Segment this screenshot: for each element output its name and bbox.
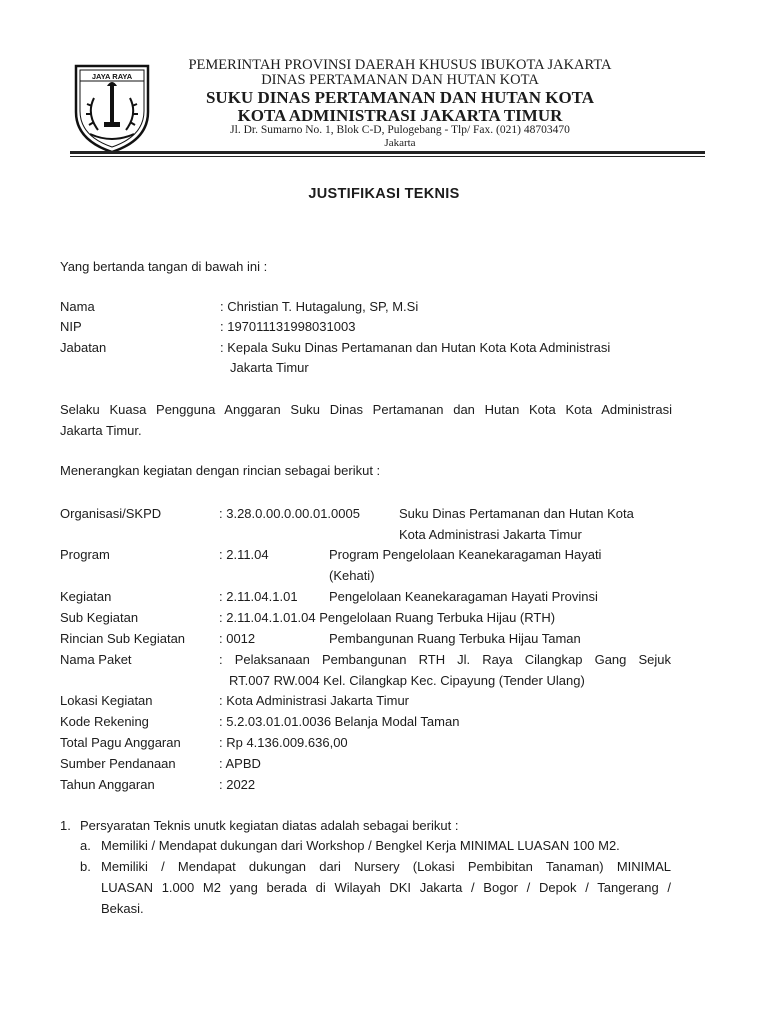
lokasi-label: Lokasi Kegiatan (60, 693, 153, 708)
city-administration-name: KOTA ADMINISTRASI JAKARTA TIMUR (237, 106, 563, 125)
rincian-name: Pembangunan Ruang Terbuka Hijau Taman (329, 631, 581, 646)
rincian-code: : 0012 (219, 631, 256, 646)
org-label: Organisasi/SKPD (60, 506, 162, 521)
header-divider-thin (70, 156, 705, 157)
header-divider-thick (70, 151, 705, 154)
sub-kegiatan-label: Sub Kegiatan (60, 610, 139, 625)
kegiatan-label: Kegiatan (60, 589, 112, 604)
pagu-value: : Rp 4.136.009.636,00 (219, 735, 348, 750)
requirement-b-text-continued: LUASAN 1.000 M2 yang berada di Wilayah DKI Jakarta / Bogor / Depok / Tangerang / (101, 880, 671, 895)
role-paragraph-line-1: Selaku Kuasa Pengguna Anggaran Suku Dinas Pertamanan dan Hutan Kota Kota Administrasi (60, 402, 672, 417)
sub-department-name: SUKU DINAS PERTAMANAN DAN HUTAN KOTA (205, 88, 595, 107)
nip-label: NIP (60, 319, 82, 334)
intro-text: Yang bertanda tangan di bawah ini : (60, 259, 268, 274)
paket-label: Nama Paket (60, 652, 132, 667)
program-name: Program Pengelolaan Keanekaragaman Hayati (329, 547, 602, 562)
sub-kegiatan-value: : 2.11.04.1.01.04 Pengelolaan Ruang Terbuka Hijau (RTH) (219, 610, 556, 625)
jaya-raya-emblem-icon (70, 58, 154, 154)
jabatan-value-continued: Jakarta Timur (230, 360, 309, 375)
explain-text: Menerangkan kegiatan dengan rincian sebagai berikut : (60, 463, 381, 478)
pagu-label: Total Pagu Anggaran (60, 735, 181, 750)
letterhead (0, 0, 768, 170)
name-label: Nama (60, 299, 95, 314)
jabatan-label: Jabatan (60, 340, 107, 355)
requirement-b-letter: b. (80, 859, 91, 874)
government-name: PEMERINTAH PROVINSI DAERAH KHUSUS IBUKOTA JAKARTA (188, 57, 612, 73)
tahun-value: : 2022 (219, 777, 256, 792)
rekening-label: Kode Rekening (60, 714, 149, 729)
paket-value-continued: RT.007 RW.004 Kel. Cilangkap Kec. Cipayung (Tender Ulang) (229, 673, 585, 688)
sumber-value: : APBD (219, 756, 261, 771)
requirement-a-text: Memiliki / Mendapat dukungan dari Workshop / Bengkel Kerja MINIMAL LUASAN 100 M2. (101, 838, 620, 853)
office-city: Jakarta (384, 137, 416, 149)
org-code: : 3.28.0.00.0.00.01.0005 (219, 506, 360, 521)
org-name-continued: Kota Administrasi Jakarta Timur (399, 527, 582, 542)
svg-text:JAYA RAYA: JAYA RAYA (91, 72, 133, 81)
kegiatan-code: : 2.11.04.1.01 (219, 589, 298, 604)
program-label: Program (60, 547, 110, 562)
tahun-label: Tahun Anggaran (60, 777, 155, 792)
paket-value: : Pelaksanaan Pembangunan RTH Jl. Raya Cilangkap Gang Sejuk (219, 652, 671, 667)
lokasi-value: : Kota Administrasi Jakarta Timur (219, 693, 410, 708)
kegiatan-name: Pengelolaan Keanekaragaman Hayati Provinsi (329, 589, 598, 604)
rincian-label: Rincian Sub Kegiatan (60, 631, 186, 646)
department-name: DINAS PERTAMANAN DAN HUTAN KOTA (261, 72, 539, 88)
role-paragraph-line-2: Jakarta Timur. (60, 423, 142, 438)
requirement-number: 1. (60, 818, 71, 833)
rekening-value: : 5.2.03.01.01.0036 Belanja Modal Taman (219, 714, 460, 729)
requirement-text: Persyaratan Teknis unutk kegiatan diatas adalah sebagai berikut : (80, 818, 459, 833)
program-name-continued: (Kehati) (329, 568, 375, 583)
document-title: JUSTIFIKASI TEKNIS (308, 186, 460, 202)
org-name: Suku Dinas Pertamanan dan Hutan Kota (399, 506, 634, 521)
jabatan-value: : Kepala Suku Dinas Pertamanan dan Hutan Kota Kota Administrasi (220, 340, 611, 355)
requirement-b-text: Memiliki / Mendapat dukungan dari Nursery (Lokasi Pembibitan Tanaman) MINIMAL (101, 859, 671, 874)
requirement-b-text-end: Bekasi. (101, 901, 144, 916)
office-address: Jl. Dr. Sumarno No. 1, Blok C-D, Pulogebang - Tlp/ Fax. (021) 48703470 (230, 124, 570, 136)
requirement-a-letter: a. (80, 838, 91, 853)
sumber-label: Sumber Pendanaan (60, 756, 176, 771)
name-value: : Christian T. Hutagalung, SP, M.Si (220, 299, 419, 314)
program-code: : 2.11.04 (219, 547, 269, 562)
nip-value: : 197011131998031003 (220, 319, 356, 334)
